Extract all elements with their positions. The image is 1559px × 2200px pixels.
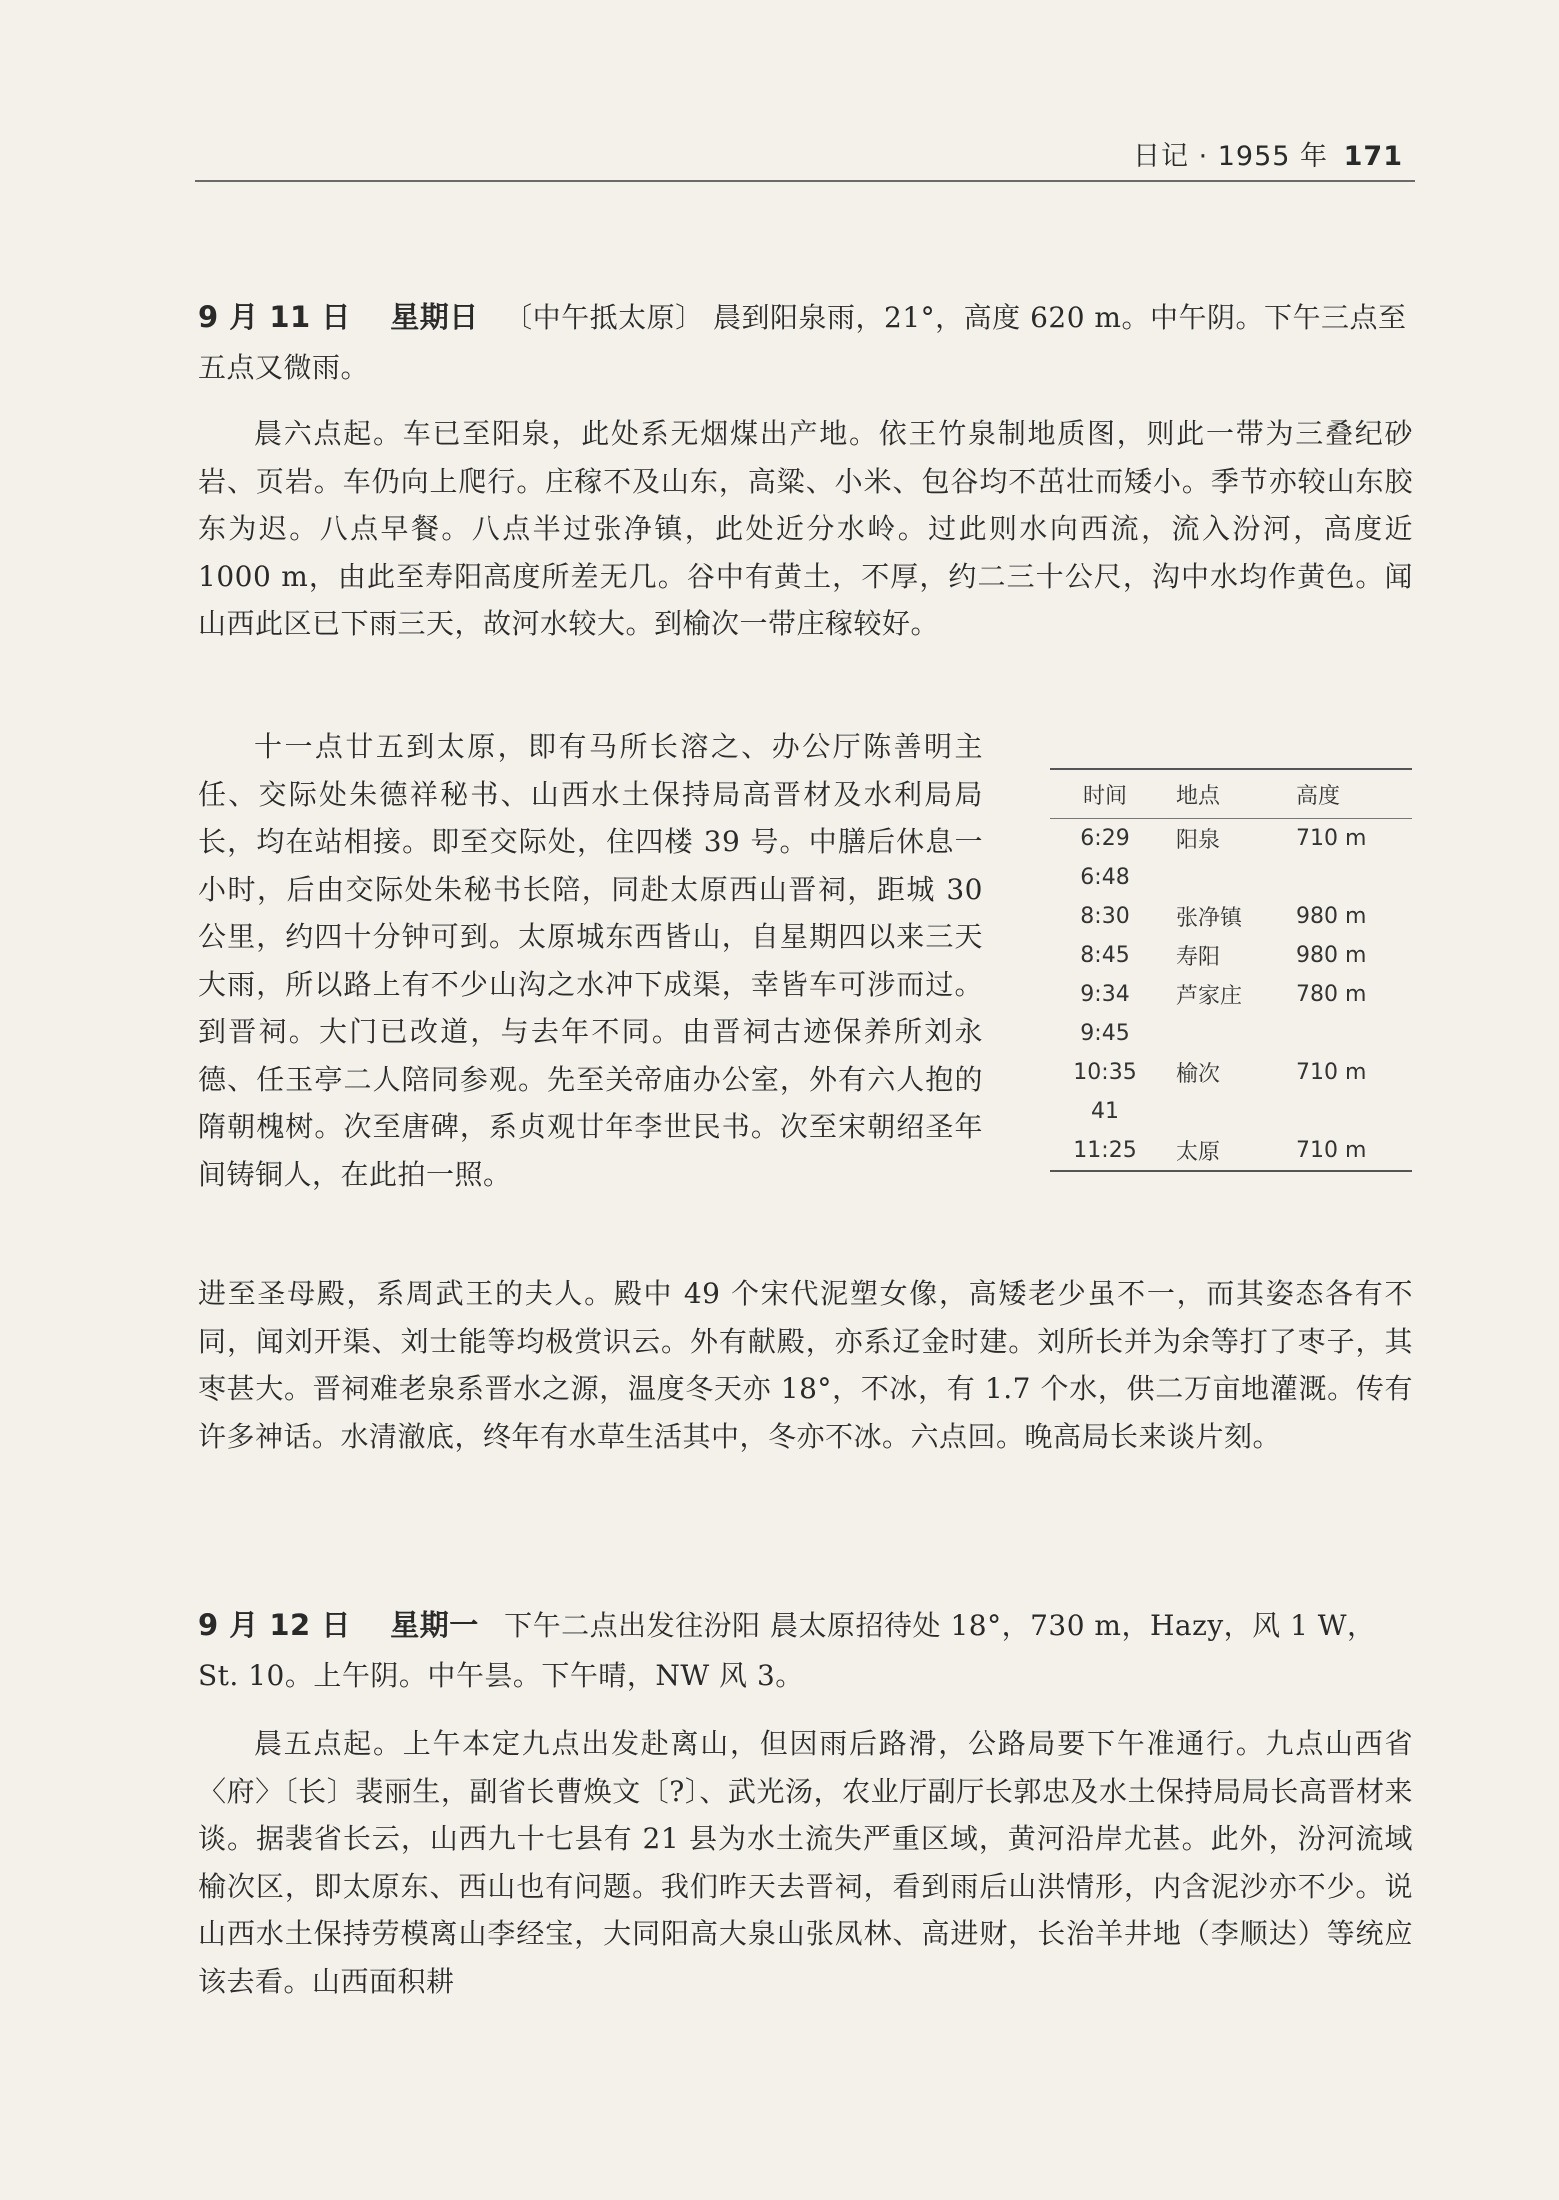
cell-place: 阳泉 [1176, 828, 1221, 853]
cell-place: 太原 [1176, 1140, 1221, 1165]
cell-place: 榆次 [1176, 1062, 1221, 1087]
running-title: 日记 · 1955 年 [1132, 141, 1329, 172]
table-row [1050, 936, 1412, 975]
cell-time: 9:45 [1080, 1021, 1130, 1046]
cell-altitude: 710 m [1296, 1060, 1367, 1085]
entry-summary: 〔中午抵太原〕 晨到阳泉雨，21°，高度 620 m。中午阴。下午三点至五点又微雨。 [198, 301, 1407, 384]
entry-summary: 下午二点出发往汾阳 晨太原招待处 18°，730 m，Hazy，风 1 W，St. 10。上午阴。中午昙。下午晴，NW 风 3。 [198, 1609, 1376, 1692]
cell-altitude: 980 m [1296, 943, 1367, 968]
cell-time: 10:35 [1073, 1060, 1137, 1085]
table-row [1050, 1053, 1412, 1092]
header-text [1133, 134, 1403, 173]
entry-weekday: 星期一 [390, 1608, 479, 1642]
cell-altitude [1296, 1092, 1412, 1131]
timeline-table [1050, 768, 1412, 1172]
cell-place: 张净镇 [1176, 906, 1243, 931]
cell-place: 寿阳 [1176, 945, 1221, 970]
col-header-altitude: 高度 [1296, 769, 1412, 819]
entry-sept-12-paragraph-1: 晨五点起。上午本定九点出发赴离山，但因雨后路滑，公路局要下午准通行。九点山西省〈府〉〔长〕裴丽生，副省长曹焕文〔?〕、武光汤，农业厅副厅长郭忠及水土保持局局长高晋材来谈。据裴省长云，山西九十七县有 21 县为水土流失严重区域，黄河沿岸尤甚。此外，汾河流域榆次区，即太原东、西山也有问题。我们昨天去晋祠，看到雨后山洪情形，内含泥沙亦不少。说山西水土保持劳模离山李经宝，大同阳高大泉山张凤林、高进财，长治羊井地（李顺达）等统应该去看。山西面积耕 [198, 1727, 1413, 1998]
table-row [1050, 819, 1412, 859]
table-row [1050, 897, 1412, 936]
entry-sept-11-paragraph-1: 晨六点起。车已至阳泉，此处系无烟煤出产地。依王竹泉制地质图，则此一带为三叠纪砂岩、页岩。车仍向上爬行。庄稼不及山东，高粱、小米、包谷均不茁壮而矮小。季节亦较山东胶东为迟。八点早餐。八点半过张净镇，此处近分水岭。过此则水向西流，流入汾河，高度近 1000 m，由此至寿阳高度所差无几。谷中有黄土，不厚，约二三十公尺，沟中水均作黄色。闻山西此区已下雨三天，故河水较大。到榆次一带庄稼较好。 [198, 417, 1413, 640]
cell-altitude [1296, 858, 1412, 897]
cell-place [1160, 1092, 1296, 1131]
cell-time: 8:45 [1080, 943, 1130, 968]
cell-place: 芦家庄 [1176, 984, 1243, 1009]
cell-time: 8:30 [1080, 904, 1130, 929]
entry-sept-11-paragraph-2: 十一点廿五到太原，即有马所长溶之、办公厅陈善明主任、交际处朱德祥秘书、山西水土保持局高晋材及水利局局长，均在站相接。即至交际处，住四楼 39 号。中膳后休息一小时，后由交际处朱秘书长陪，同赴太原西山晋祠，距城 30 公里，约四十分钟可到。太原城东西皆山，自星期四以来三天大雨，所以路上有不少山沟之水冲下成渠，幸皆车可涉而过。到晋祠。大门已改道，与去年不同。由晋祠古迹保养所刘永德、任玉亭二人陪同参观。先至关帝庙办公室，外有六人抱的隋朝槐树。次至唐碑，系贞观廿年李世民书。次至宋朝绍圣年间铸铜人，在此拍一照。 [198, 730, 983, 1191]
cell-time: 41 [1091, 1099, 1119, 1124]
col-header-time: 时间 [1050, 769, 1160, 819]
cell-time: 11:25 [1073, 1138, 1137, 1163]
cell-time: 6:48 [1080, 865, 1130, 890]
entry-sept-11-heading [198, 292, 1413, 393]
col-header-place: 地点 [1160, 769, 1296, 819]
cell-time: 6:29 [1080, 826, 1130, 851]
cell-altitude [1296, 1014, 1412, 1053]
cell-time: 9:34 [1080, 982, 1130, 1007]
cell-altitude: 780 m [1296, 982, 1367, 1007]
cell-altitude: 980 m [1296, 904, 1367, 929]
running-header [195, 128, 1415, 182]
entry-date: 9 月 11 日 [198, 300, 351, 334]
cell-altitude: 710 m [1296, 1138, 1367, 1163]
entry-weekday: 星期日 [390, 300, 479, 334]
table-row [1050, 1131, 1412, 1171]
table-row [1050, 1014, 1412, 1053]
entry-sept-12-heading [198, 1600, 1413, 1701]
table-header-row [1050, 769, 1412, 819]
cell-place [1160, 1014, 1296, 1053]
entry-date: 9 月 12 日 [198, 1608, 351, 1642]
page-number: 171 [1343, 141, 1403, 172]
table-row [1050, 975, 1412, 1014]
table-row [1050, 1092, 1412, 1131]
cell-altitude: 710 m [1296, 826, 1367, 851]
table-row [1050, 858, 1412, 897]
cell-place [1160, 858, 1296, 897]
entry-sept-11-paragraph-3: 进至圣母殿，系周武王的夫人。殿中 49 个宋代泥塑女像，高矮老少虽不一，而其姿态各有不同，闻刘开渠、刘士能等均极赏识云。外有献殿，亦系辽金时建。刘所长并为余等打了枣子，其枣甚大。晋祠难老泉系晋水之源，温度冬天亦 18°，不冰，有 1.7 个水，供二万亩地灌溉。传有许多神话。水清澈底，终年有水草生活其中，冬亦不冰。六点回。晚高局长来谈片刻。 [198, 1277, 1413, 1453]
